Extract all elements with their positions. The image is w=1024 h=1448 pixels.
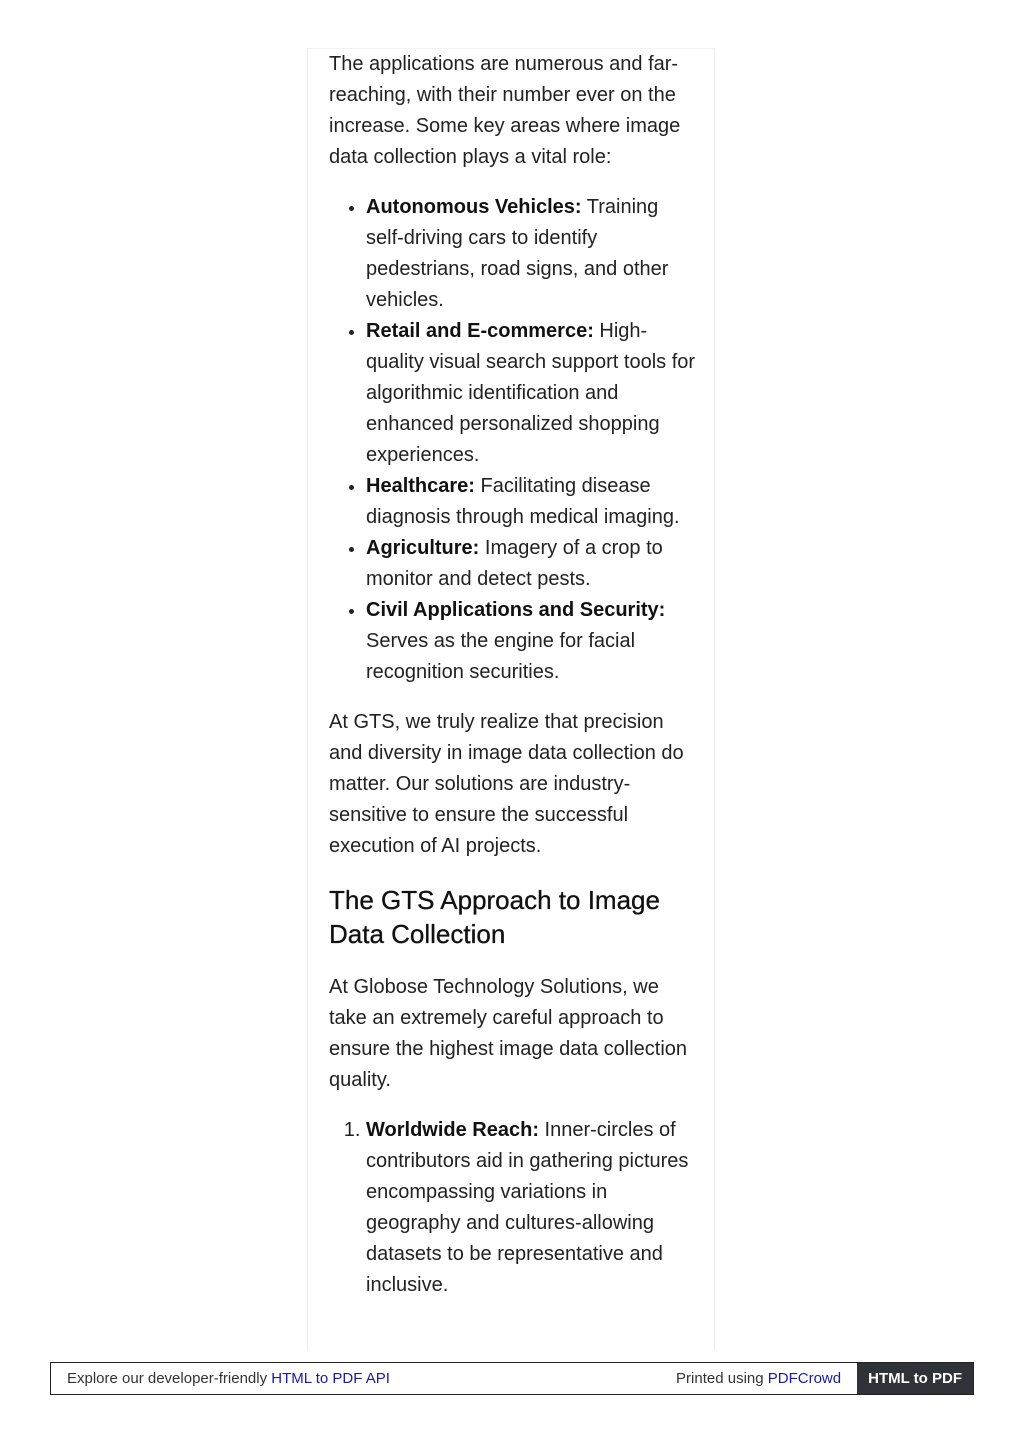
intro-paragraph: The applications are numerous and far-reaching, with their number ever on the increase. Some key areas where image data collection plays a vital role: <box>329 53 681 168</box>
pdfcrowd-footer <box>50 1362 974 1395</box>
applications-list <box>329 192 699 688</box>
list-item-text: High-quality visual search support tools for algorithmic identification and enhanced personalized shopping experiences. <box>366 320 696 466</box>
section-heading: The GTS Approach to Image Data Collection <box>329 885 660 949</box>
list-item <box>366 1115 699 1301</box>
article-body <box>329 49 699 1320</box>
approach-intro-paragraph: At Globose Technology Solutions, we take an extremely careful approach to ensure the highest image data collection quality. <box>329 976 688 1091</box>
list-item-title: Worldwide Reach: <box>366 1119 539 1141</box>
footer-printed <box>676 1370 857 1387</box>
list-item-title: Autonomous Vehicles: <box>366 196 582 218</box>
list-item <box>366 595 699 688</box>
list-item-title: Civil Applications and Security: <box>366 599 666 621</box>
list-item-text: Facilitating disease diagnosis through medical imaging. <box>366 475 680 528</box>
footer-printed-text: Printed using <box>676 1370 768 1387</box>
list-item-title: Retail and E-commerce: <box>366 320 594 342</box>
list-item-text: Inner-circles of contributors aid in gathering pictures encompassing variations in geography and cultures-allowing datasets to be representative and inclusive. <box>366 1119 689 1296</box>
list-item-title: Agriculture: <box>366 537 480 559</box>
gts-paragraph: At GTS, we truly realize that precision and diversity in image data collection do matter. Our solutions are industry-sensitive to ensure the successful execution of AI projects. <box>329 711 684 857</box>
list-item <box>366 192 699 316</box>
list-item <box>366 316 699 471</box>
pdfcrowd-link[interactable]: PDFCrowd <box>767 1370 842 1387</box>
approach-list <box>329 1115 699 1301</box>
list-item-text: Imagery of a crop to monitor and detect pests. <box>366 537 663 590</box>
footer-explore <box>51 1370 676 1387</box>
html-to-pdf-badge[interactable]: HTML to PDF <box>857 1363 973 1394</box>
list-item-text: Training self-driving cars to identify pedestrians, road signs, and other vehicles. <box>366 196 669 311</box>
html-to-pdf-api-link[interactable]: HTML to PDF API <box>271 1370 390 1387</box>
list-item <box>366 533 699 595</box>
footer-explore-text: Explore our developer-friendly <box>67 1370 272 1387</box>
list-item-text: Serves as the engine for facial recognition securities. <box>366 630 636 683</box>
list-item-title: Healthcare: <box>366 475 475 497</box>
list-item <box>366 471 699 533</box>
